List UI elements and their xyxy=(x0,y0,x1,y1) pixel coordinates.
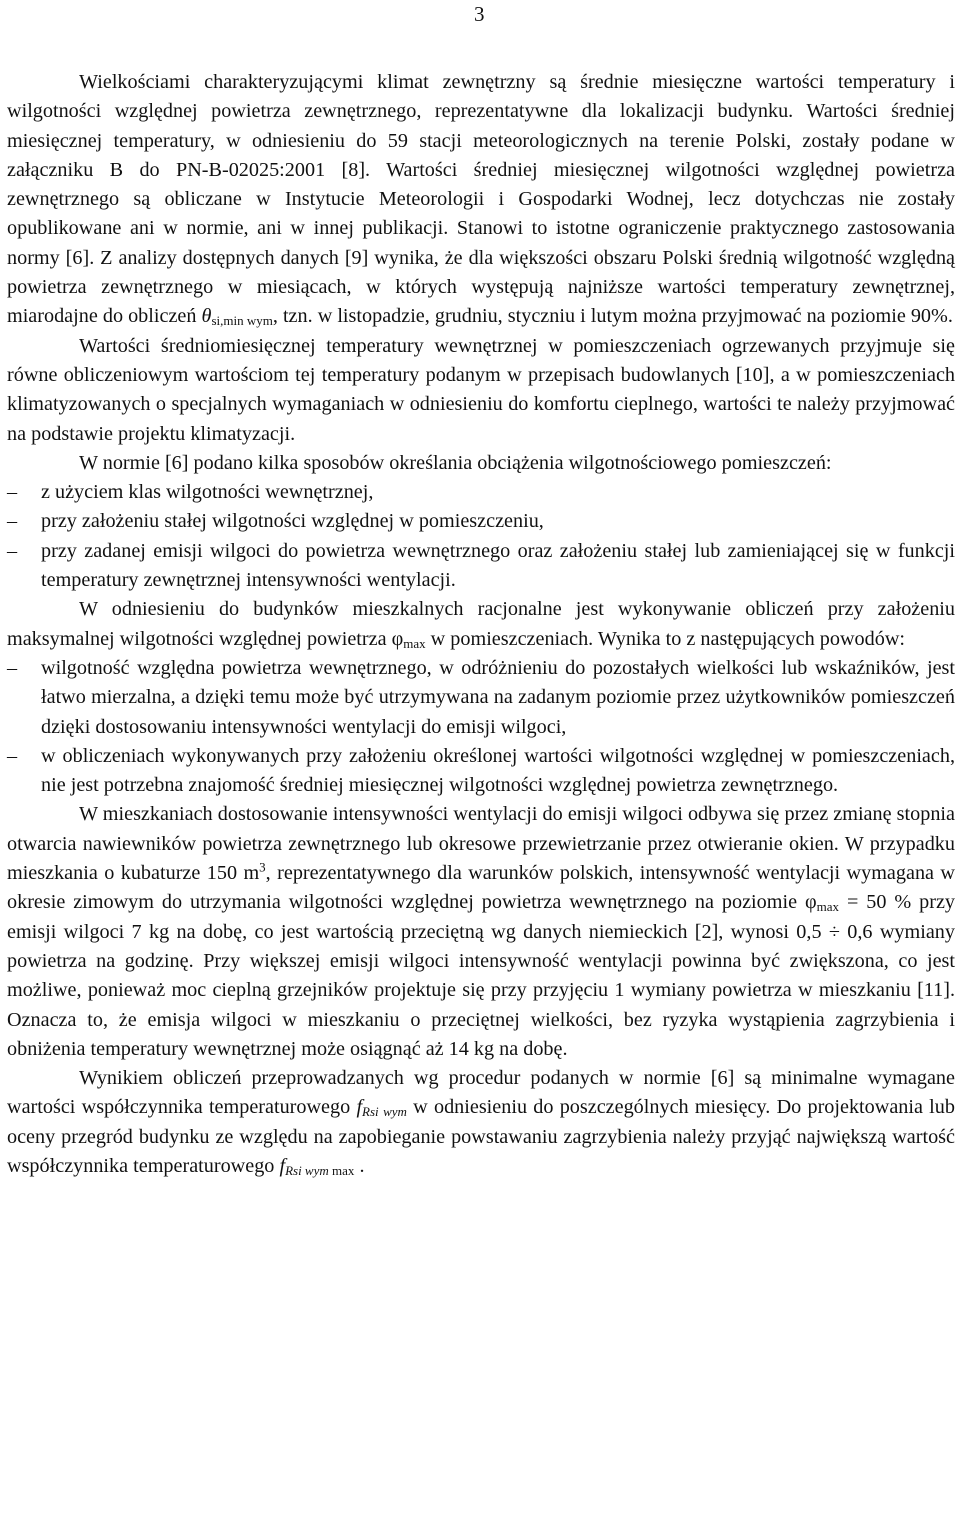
factor-text-a: Wynikiem obliczeń przeprowadzanych wg procedur podanych w normie [6] są minimalne wymagane wartości współczynnika temperaturowego xyxy=(7,1067,955,1119)
f-max-subscript-italic: Rsi wym xyxy=(285,1162,329,1178)
paragraph-ventilation xyxy=(7,800,955,1064)
paragraph-climate-tail: , tzn. w listopadzie, grudniu, styczniu i lutym można przyjmować na poziomie 90%. xyxy=(272,305,953,328)
f-subscript: Rsi wym xyxy=(362,1104,407,1120)
paragraph-climate-text: Wielkościami charakteryzującymi klimat zewnętrzny są średnie miesięczne wartości temperatury i wilgotności względnej powietrza zewnętrznego, reprezentatywne dla lokalizacji budynku. Wartości średniej miesięcznej temperatury, w odniesieniu do 59 stacji meteorologicznych na terenie Polski, zostały podane w załączniku B do PN-B-02025:2001 [8]. Wartości średniej miesięcznej wilgotności względnej powietrza zewnętrznego są obliczane w Instytucie Meteorologii i Gospodarki Wodnej, lecz dotychczas nie zostały opublikowane ani w normie, ani w innej publikacji. Stanowi to istotne ograniczenie praktycznego zastosowania normy [6]. Z analizy dostępnych danych [9] wynika, że dla większości obszaru Polski średnią wilgotność względną powietrza zewnętrznego w miesiącach, w których występują najniższe wartości temperatury zewnętrznej, miarodajne do obliczeń xyxy=(7,71,955,328)
factor-text-c: . xyxy=(354,1154,365,1177)
phi-symbol: φ xyxy=(391,627,404,650)
ventilation-text-a: W mieszkaniach dostosowanie intensywności wentylacji do emisji wilgoci odbywa się przez zmianę stopnia otwarcia nawiewników powietrza zewnętrznego lub okresowe przewietrzanie przez otwieranie okien. W przypadku mieszkania o kubaturze 150 m xyxy=(7,803,955,885)
list-item: – przy założeniu stałej wilgotności względnej w pomieszczeniu, xyxy=(7,507,955,536)
f-max-subscript xyxy=(285,1163,354,1178)
paragraph-climate xyxy=(7,68,955,332)
list-item: – wilgotność względna powietrza wewnętrznego, w odróżnieniu do pozostałych wielkości lub wskaźników, jest łatwo mierzalna, a dzięki temu może być utrzymywana na zadanym poziomie przez użytkowników pomieszczeń dzięki dostosowaniu intensywności wentylacji do emisji wilgoci, xyxy=(7,654,955,742)
factor-text-b: w odniesieniu do poszczególnych miesięcy. Do projektowania lub oceny przegród budynku ze względu na zapobieganie powstawaniu zagrzybienia należy przyjąć największą wartość współczynnika temperaturowego xyxy=(7,1096,955,1177)
phi-subscript: max xyxy=(816,899,840,915)
reasons-list xyxy=(7,654,955,800)
paragraph-internal-temperature: Wartości średniomiesięcznej temperatury wewnętrznej w pomieszczeniach ogrzewanych przyjmuje się równe obliczeniowym wartościom tej temperatury podanym w przepisach budowlanych [10], a w pomieszczeniach klimatyzowanych o specjalnych wymaganiach w odniesieniu do komfortu cieplnego, wartości te należy przyjmować na podstawie projektu klimatyzacji. xyxy=(7,334,955,445)
ventilation-text-c: = 50 % przy emisji wilgoci 7 kg na dobę, co jest wartością przeciętną wg danych niemieckich [2], wynosi 0,5 xyxy=(7,891,955,943)
f-symbol: f xyxy=(356,1096,363,1119)
f-max-subscript-plain: max xyxy=(328,1162,355,1178)
theta-symbol: θ xyxy=(201,305,212,328)
paragraph-temperature-factor xyxy=(7,1064,955,1181)
list-item: – z użyciem klas wilgotności wewnętrznej, xyxy=(7,478,955,507)
theta-subscript: si,min wym xyxy=(211,313,273,329)
ventilation-text-b: , reprezentatywnego dla warunków polskich, intensywność wentylacji wymagana w okresie zimowym do utrzymania wilgotności względnej powietrza wewnętrznego na poziomie xyxy=(7,862,956,914)
page-number: 3 xyxy=(474,2,485,26)
methods-list xyxy=(7,478,955,595)
paragraph-norm-methods: W normie [6] podano kilka sposobów określania obciążenia wilgotnościowego pomieszczeń: xyxy=(79,451,832,474)
list-item: – przy zadanej emisji wilgoci do powietrza wewnętrznego oraz założeniu stałej lub zamieniającej się w funkcji temperatury zewnętrznej intensywności wentylacji. xyxy=(7,537,955,596)
paragraph-residential xyxy=(7,595,955,654)
phi-subscript: max xyxy=(403,635,426,651)
ventilation-text-d: 0,6 wymiany powietrza na godzinę. Przy większej emisji wilgoci intensywność wentylacji powinna być zwiększona, co jest możliwe, ponieważ moc cieplną grzejników projektuje się przy przyjęciu 1 wymiany powietrza w mieszkaniu [11]. Oznacza to, że emisja wilgoci w mieszkaniu o przeciętnej wielkości, bez ryzyka wystąpienia zagrzybienia i obniżenia temperatury wewnętrznej może osiągnąć aż 14 kg na dobę. xyxy=(7,920,955,1060)
f-symbol: f xyxy=(279,1154,286,1177)
page-content xyxy=(7,68,955,1181)
phi-symbol: φ xyxy=(804,891,817,914)
list-item: – w obliczeniach wykonywanych przy założeniu określonej wartości wilgotności względnej w pomieszczeniach, nie jest potrzebna znajomość średniej miesięcznej wilgotności względnej powietrza zewnętrznego. xyxy=(7,742,955,801)
cubic-superscript: 3 xyxy=(259,859,266,875)
range-sign: ÷ xyxy=(828,920,840,943)
paragraph-residential-text: W odniesieniu do budynków mieszkalnych racjonalne jest wykonywanie obliczeń przy założeniu maksymalnej wilgotności względnej powietrza xyxy=(7,598,955,650)
paragraph-residential-tail: w pomieszczeniach. Wynika to z następujących powodów: xyxy=(425,627,906,650)
